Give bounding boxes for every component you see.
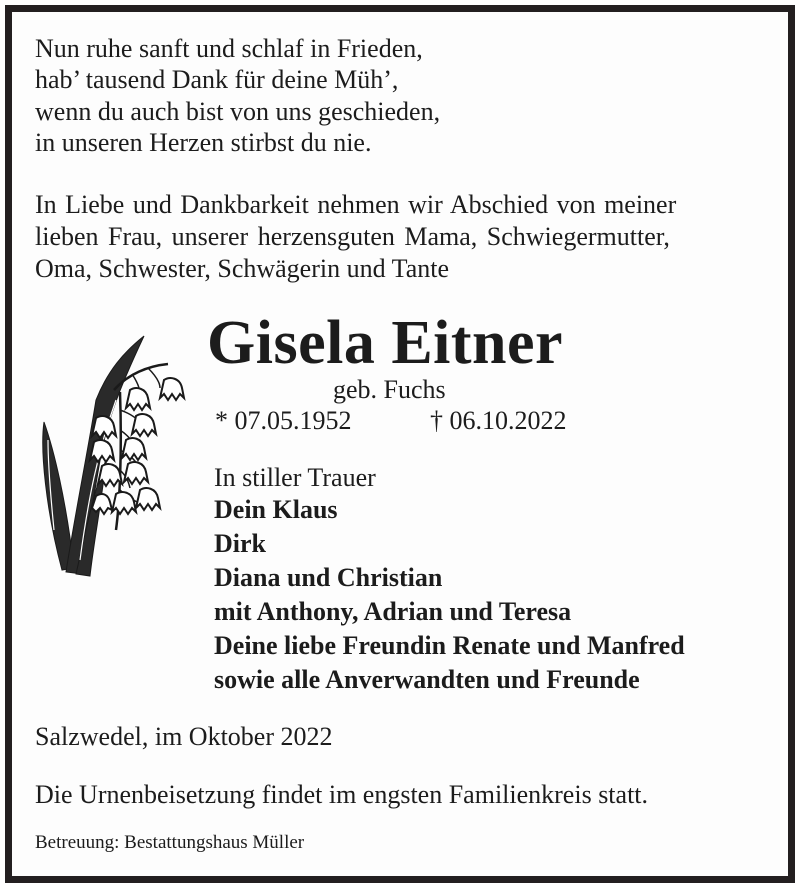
poem-line-1: Nun ruhe sanft und schlaf in Frieden,: [35, 34, 423, 63]
mourner-line: Dein Klaus: [214, 495, 338, 524]
death-date: † 06.10.2022: [430, 406, 567, 435]
funeral-home: Betreuung: Bestattungshaus Müller: [35, 832, 305, 853]
lily-of-the-valley-icon: [36, 330, 196, 580]
mourner-line: mit Anthony, Adrian und Teresa: [214, 597, 572, 626]
poem-line-3: wenn du auch bist von uns geschieden,: [35, 97, 441, 126]
intro-line-3: Oma, Schwester, Schwägerin und Tante: [35, 254, 449, 283]
maiden-name: geb. Fuchs: [333, 375, 446, 404]
mourners-intro: In stiller Trauer: [214, 463, 376, 492]
mourner-line: Deine liebe Freundin Renate und Manfred: [214, 631, 685, 660]
place-date: Salzwedel, im Oktober 2022: [35, 722, 333, 751]
birth-date: * 07.05.1952: [215, 406, 352, 435]
mourner-line: Dirk: [214, 529, 266, 558]
intro-line-2: lieben Frau, unserer herzensguten Mama, Schwiegermutter,: [35, 222, 670, 251]
mourner-line: Diana und Christian: [214, 563, 443, 592]
poem-line-4: in unseren Herzen stirbst du nie.: [35, 128, 372, 157]
deceased-name: Gisela Eitner: [207, 309, 564, 377]
burial-note: Die Urnenbeisetzung findet im engsten Familienkreis statt.: [35, 780, 649, 809]
poem-line-2: hab’ tausend Dank für deine Müh’,: [35, 65, 399, 94]
mourner-line: sowie alle Anverwandten und Freunde: [214, 665, 640, 694]
intro-line-1: In Liebe und Dankbarkeit nehmen wir Abschied von meiner: [35, 190, 677, 219]
